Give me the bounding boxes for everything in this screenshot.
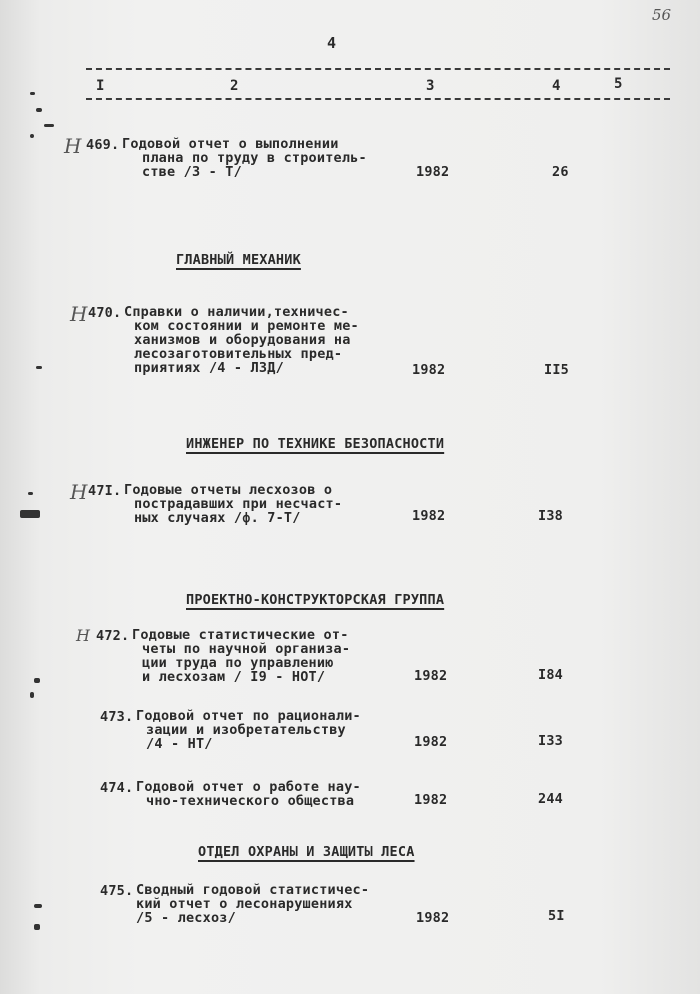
section-heading: ОТДЕЛ ОХРАНЫ И ЗАЩИТЫ ЛЕСА	[198, 844, 415, 860]
entry-title: Сводный годовой статистичес- кий отчет о лесонарушениях /5 - лесхоз/	[136, 882, 370, 926]
column-header-1: I	[96, 78, 105, 94]
entry-number: 475.	[100, 883, 134, 899]
scan-speck	[30, 134, 34, 138]
entry-number: 472.	[96, 628, 130, 644]
header-rule-top	[86, 68, 670, 70]
entry-year: 1982	[412, 508, 446, 524]
entry-number: 469.	[86, 137, 120, 153]
entry-sheets: I84	[538, 667, 563, 683]
binding-hole	[20, 510, 40, 518]
section-heading: ГЛАВНЫЙ МЕХАНИК	[176, 252, 301, 268]
entry-title: Годовой отчет о работе нау- чно-технического общества	[136, 779, 361, 809]
section-heading: ИНЖЕНЕР ПО ТЕХНИКЕ БЕЗОПАСНОСТИ	[186, 436, 445, 452]
entry-year: 1982	[416, 164, 450, 180]
entry-sheets: 5I	[548, 908, 565, 924]
entry-number: 474.	[100, 780, 134, 796]
entry-sheets: 244	[538, 791, 563, 807]
page-number: 4	[327, 34, 337, 52]
column-header-2: 2	[230, 78, 239, 94]
entry-mark: Н	[76, 626, 90, 645]
scan-speck	[34, 924, 40, 930]
column-header-3: 3	[426, 78, 435, 94]
entry-title: Годовой отчет по рационали- зации и изобретательству /4 - НТ/	[136, 708, 361, 752]
entry-number: 473.	[100, 709, 134, 725]
header-rule-bottom	[86, 98, 670, 100]
entry-title: Годовой отчет о выполнении плана по труду в строитель- стве /3 - Т/	[122, 136, 367, 180]
entry-title: Годовые отчеты лесхозов о пострадавших при несчаст- ных случаях /ф. 7-Т/	[124, 482, 343, 526]
scan-speck	[34, 678, 40, 683]
scan-speck	[30, 692, 34, 698]
section-heading: ПРОЕКТНО-КОНСТРУКТОРСКАЯ ГРУППА	[186, 592, 445, 608]
entry-year: 1982	[414, 734, 448, 750]
scan-speck	[44, 124, 54, 127]
scan-speck	[34, 904, 42, 908]
column-header-5: 5	[614, 76, 623, 92]
entry-mark: Н	[64, 134, 82, 158]
entry-year: 1982	[414, 792, 448, 808]
entry-sheets: I33	[538, 733, 563, 749]
entry-sheets: 26	[552, 164, 569, 180]
scan-speck	[36, 366, 42, 369]
entry-year: 1982	[416, 910, 450, 926]
entry-year: 1982	[412, 362, 446, 378]
entry-sheets: II5	[544, 362, 569, 378]
entry-title: Годовые статистические от- четы по научной организа- ции труда по управлению и лесхозам / I9 - НОТ/	[132, 627, 351, 685]
entry-number: 47I.	[88, 483, 122, 499]
scan-speck	[28, 492, 33, 495]
entry-mark: Н	[70, 480, 88, 504]
corner-sheet-number: 56	[652, 6, 672, 24]
entry-year: 1982	[414, 668, 448, 684]
entry-number: 470.	[88, 305, 122, 321]
scan-speck	[30, 92, 35, 95]
column-header-4: 4	[552, 78, 561, 94]
entry-mark: Н	[70, 302, 88, 326]
entry-title: Справки о наличии,техничес- ком состоянии и ремонте ме- ханизмов и оборудования на лесозаготовительных пред- приятиях /4 - ЛЗД/	[124, 304, 359, 376]
scan-speck	[36, 108, 42, 112]
entry-sheets: I38	[538, 508, 563, 524]
